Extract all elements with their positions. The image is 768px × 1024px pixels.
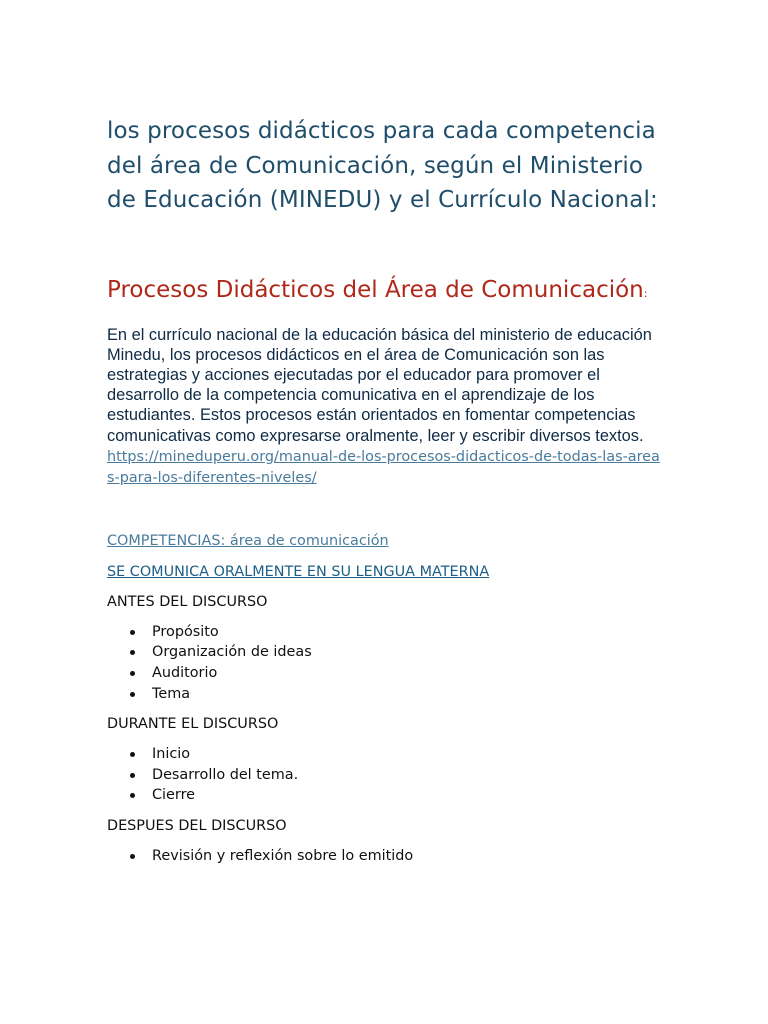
section-heading-colon: : (643, 286, 648, 300)
list-item: Inicio (152, 744, 677, 765)
phase-despues-list (107, 846, 677, 867)
list-item: Auditorio (152, 663, 677, 684)
list-item: Propósito (152, 622, 677, 643)
section-heading-text: Procesos Didácticos del Área de Comunicación (107, 276, 644, 303)
intro-paragraph: En el currículo nacional de la educación básica del ministerio de educación Minedu, los procesos didácticos en el área de Comunicación son las estrategias y acciones ejecutadas por el educador para promover el desarrollo de la competencia comunicativa en el aprendizaje de los estudiantes. Estos procesos están orientados en fomentar competencias comunicativas como expresarse oralmente, leer y escribir diversos textos. (107, 325, 652, 445)
competencias-link[interactable]: COMPETENCIAS: área de comunicación (107, 532, 389, 549)
document-page (107, 114, 677, 866)
phase-despues-label: DESPUES DEL DISCURSO (107, 817, 287, 834)
phase-durante-label: DURANTE EL DISCURSO (107, 716, 279, 733)
phase-durante-list (107, 744, 677, 806)
competencia-oral-link[interactable]: SE COMUNICA ORALMENTE EN SU LENGUA MATERNA (107, 563, 490, 580)
list-item: Tema (152, 684, 677, 705)
list-item: Revisión y reflexión sobre lo emitido (152, 846, 677, 867)
phase-antes-label: ANTES DEL DISCURSO (107, 593, 268, 610)
document-title: los procesos didácticos para cada competencia del área de Comunicación, según el Ministerio de Educación (MINEDU) y el Currículo Nacional: (107, 118, 658, 213)
list-item: Cierre (152, 785, 677, 806)
list-item: Organización de ideas (152, 642, 677, 663)
source-link[interactable]: https://mineduperu.org/manual-de-los-procesos-didacticos-de-todas-las-areas-para-los-diferentes-niveles/ (107, 448, 660, 486)
list-item: Desarrollo del tema. (152, 765, 677, 786)
phase-antes-list (107, 622, 677, 704)
section-heading (107, 273, 677, 311)
